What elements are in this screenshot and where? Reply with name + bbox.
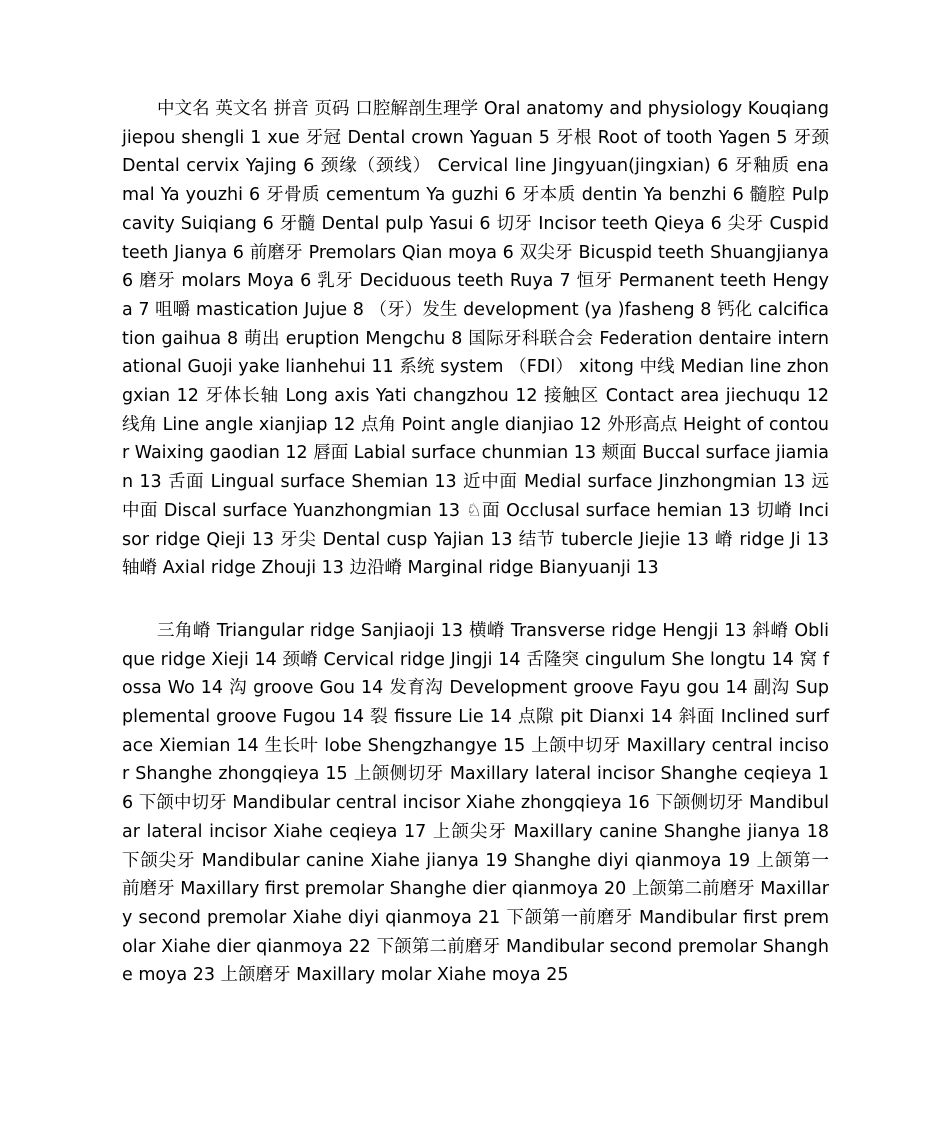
paragraph-2: 三角嵴 Triangular ridge Sanjiaoji 13 横嵴 Transverse ridge Hengji 13 斜嵴 Oblique ridge Xieji 14 颈嵴 Cervical ridge Jingji 14 舌隆突 cingulum She longtu 14 窝 fossa Wo 14 沟 groove Gou 14 发育沟 Development groove Fayu gou 14 副沟 Supplemental groove Fugou 14 裂 fissure Lie 14 点隙 pit Dianxi 14 斜面 Inclined surface Xiemian 14 生长叶 lobe Shengzhangye 15 上颌中切牙 Maxillary central incisor Shanghe zhongqieya 15 上颌侧切牙 Maxillary lateral incisor Shanghe ceqieya 16 下颌中切牙 Mandibular central incisor Xiahe zhongqieya 16 下颌侧切牙 Mandibular lateral incisor Xiahe ceqieya 17 上颌尖牙 Maxillary canine Shanghe jianya 18 下颌尖牙 Mandibular canine Xiahe jianya 19 Shanghe diyi qianmoya 19 上颌第一前磨牙 Maxillary first premolar Shanghe dier qianmoya 20 上颌第二前磨牙 Maxillary second premolar Xiahe diyi qianmoya 21 下颌第一前磨牙 Mandibular first premolar Xiahe dier qianmoya 22 下颌第二前磨牙 Mandibular second premolar Shanghe moya 23 上颌磨牙 Maxillary molar Xiahe moya 25 bbox=[122, 620, 829, 986]
document-page bbox=[122, 95, 829, 990]
paragraph-1: 中文名 英文名 拼音 页码 口腔解剖生理学 Oral anatomy and physiology Kouqiang jiepou shengli 1 xue 牙冠 Dental crown Yaguan 5 牙根 Root of tooth Yagen 5 牙颈 Dental cervix Yajing 6 颈缘（颈线） Cervical line Jingyuan(jingxian) 6 牙釉质 enamal Ya youzhi 6 牙骨质 cementum Ya guzhi 6 牙本质 dentin Ya benzhi 6 髓腔 Pulp cavity Suiqiang 6 牙髓 Dental pulp Yasui 6 切牙 Incisor teeth Qieya 6 尖牙 Cuspid teeth Jianya 6 前磨牙 Premolars Qian moya 6 双尖牙 Bicuspid teeth Shuangjianya 6 磨牙 molars Moya 6 乳牙 Deciduous teeth Ruya 7 恒牙 Permanent teeth Hengya 7 咀嚼 mastication Jujue 8 （牙）发生 development (ya )fasheng 8 钙化 calcification gaihua 8 萌出 eruption Mengchu 8 国际牙科联合会 Federation dentaire international Guoji yake lianhehui 11 系统 system （FDI） xitong 中线 Median line zhongxian 12 牙体长轴 Long axis Yati changzhou 12 接触区 Contact area jiechuqu 12 线角 Line angle xianjiap 12 点角 Point angle dianjiao 12 外形高点 Height of contour Waixing gaodian 12 唇面 Labial surface chunmian 13 颊面 Buccal surface jiamian 13 舌面 Lingual surface Shemian 13 近中面 Medial surface Jinzhongmian 13 远中面 Discal surface Yuanzhongmian 13 ♘面 Occlusal surface hemian 13 切嵴 Incisor ridge Qieji 13 牙尖 Dental cusp Yajian 13 结节 tubercle Jiejie 13 嵴 ridge Ji 13 轴嵴 Axial ridge Zhouji 13 边沿嵴 Marginal ridge Bianyuanji 13 bbox=[122, 99, 830, 579]
